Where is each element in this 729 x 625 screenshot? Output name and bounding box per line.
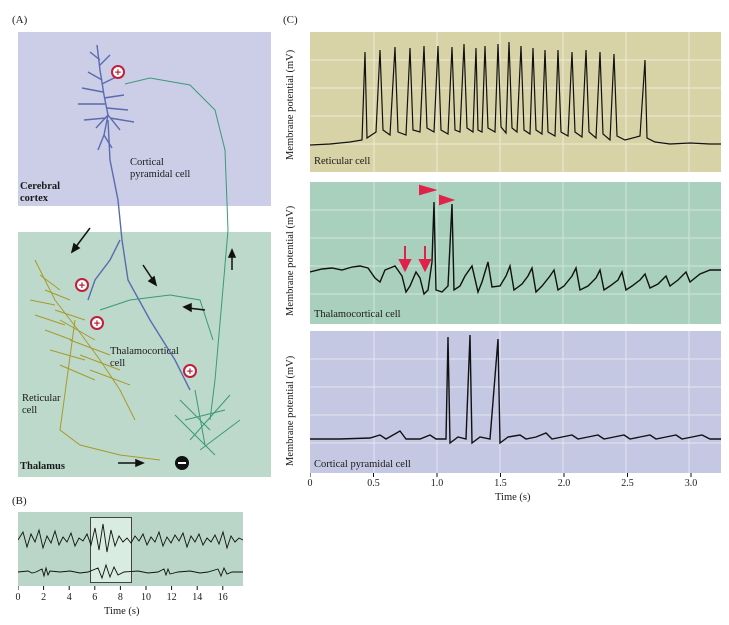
thalamocortical-cell-trace-label: Thalamocortical cell (314, 309, 401, 320)
b-x-tick: 8 (117, 592, 123, 603)
svg-text:+: + (78, 280, 86, 292)
reticular-cell-label: Reticular cell (22, 393, 61, 416)
thalamocortical-trace-plot (310, 182, 721, 324)
cortical-cell-label: Cortical pyramidal cell (130, 157, 191, 180)
c-x-tick: 1.5 (494, 478, 507, 489)
b-x-axis-title: Time (s) (104, 606, 140, 617)
reticular-trace-plot (310, 32, 721, 172)
eeg-trace-lower (18, 565, 243, 578)
b-x-tick: 12 (166, 592, 177, 603)
eeg-plot (18, 512, 243, 586)
thalamocortical-cell-label: Thalamocortical cell (110, 346, 179, 369)
cortical-pyramidal-trace-plot (310, 331, 721, 473)
thalamocortical-trace (310, 202, 721, 294)
cortical-pyramidal-cell (78, 45, 190, 390)
gridlines (310, 182, 721, 324)
c-ylabel-3: Membrane potential (mV) (285, 355, 296, 466)
cortical-pyramidal-cell-trace-label: Cortical pyramidal cell (314, 459, 411, 470)
reticular-trace (310, 42, 721, 145)
arrow-markers (400, 186, 452, 270)
b-x-tick: 16 (217, 592, 228, 603)
panel-a-label: (A) (12, 14, 28, 26)
b-x-tick: 4 (66, 592, 72, 603)
cortical-pyramidal-trace (310, 335, 721, 443)
b-x-tick: 2 (41, 592, 47, 603)
c-ylabel-2: Membrane potential (mV) (285, 205, 296, 316)
svg-text:+: + (186, 366, 194, 378)
gridlines (310, 32, 721, 172)
thalamocortical-cell (100, 78, 240, 455)
c-x-tick: 0.5 (367, 478, 380, 489)
b-x-tick: 10 (141, 592, 151, 603)
cerebral-cortex-label: Cerebral cortex (20, 181, 61, 204)
gridlines (310, 331, 721, 473)
c-x-tick: 3.0 (684, 478, 698, 489)
svg-text:+: + (93, 318, 101, 330)
panel-b-label: (B) (12, 495, 27, 507)
c-x-tick: 0 (307, 478, 313, 489)
reticular-cell-trace-label: Reticular cell (314, 156, 371, 167)
c-x-tick: 2.5 (621, 478, 634, 489)
excitatory-markers (76, 66, 196, 378)
c-x-axis-title: Time (s) (495, 492, 531, 503)
c-x-tick: 1.0 (430, 478, 444, 489)
b-x-tick: 0 (15, 592, 21, 603)
svg-text:+: + (114, 67, 122, 79)
c-ylabel-1: Membrane potential (mV) (285, 49, 296, 160)
thalamus-label: Thalamus (20, 461, 65, 472)
b-x-tick: 6 (92, 592, 98, 603)
inhibitory-marker (175, 456, 189, 470)
c-x-tick: 2.0 (557, 478, 571, 489)
eeg-trace-upper (18, 524, 243, 552)
panel-c-label: (C) (283, 14, 298, 26)
b-x-tick: 14 (192, 592, 203, 603)
